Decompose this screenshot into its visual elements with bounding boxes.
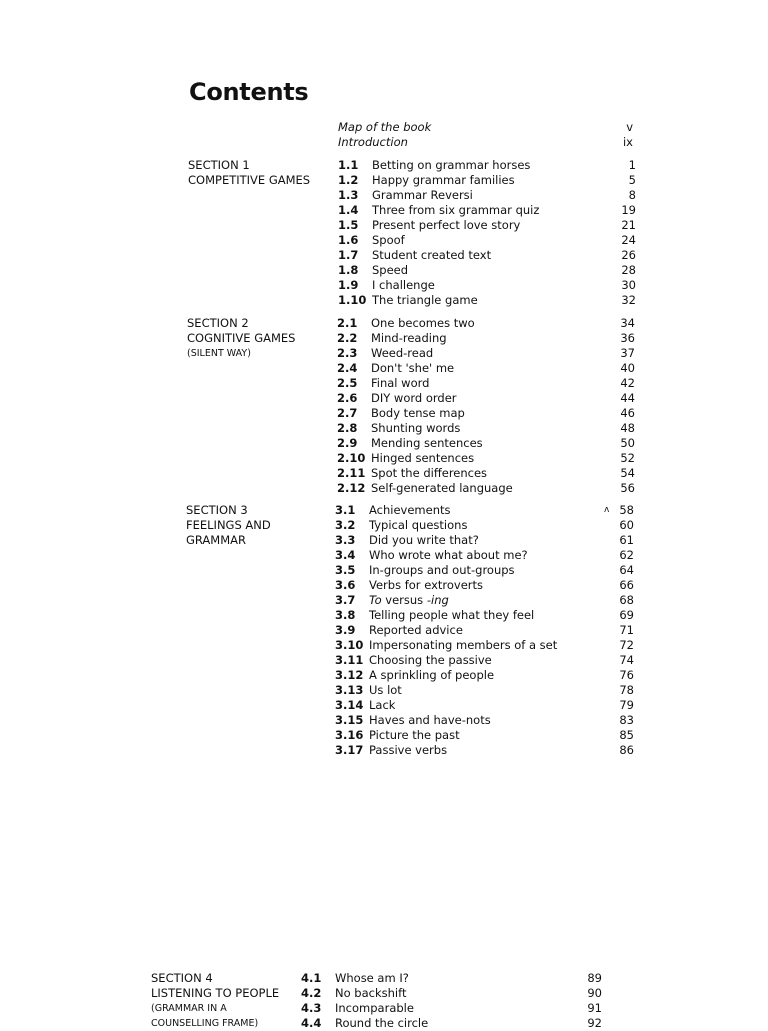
- list-item: [335, 743, 635, 758]
- item-page: 37: [620, 346, 635, 360]
- item-page: 42: [620, 376, 635, 390]
- section-label-line: COGNITIVE GAMES: [187, 331, 296, 345]
- item-page: 56: [620, 481, 635, 495]
- section-4-list: [301, 971, 611, 1031]
- item-page: 36: [620, 331, 635, 345]
- list-item: [335, 593, 635, 608]
- list-item: [335, 578, 635, 593]
- item-page: 92: [587, 1016, 602, 1030]
- item-title: Verbs for extroverts: [369, 578, 484, 592]
- item-page: 76: [619, 668, 634, 682]
- item-title: Did you write that?: [369, 533, 479, 547]
- list-item: [337, 451, 637, 466]
- item-number: 2.2: [337, 331, 358, 345]
- list-item: [301, 986, 611, 1001]
- stray-mark: ʌ: [604, 505, 610, 515]
- item-page: 46: [620, 406, 635, 420]
- item-number: 1.10: [338, 293, 367, 307]
- list-item: [335, 533, 635, 548]
- item-title: Self-generated language: [371, 481, 513, 495]
- item-page: 71: [619, 623, 634, 637]
- item-number: 2.5: [337, 376, 358, 390]
- item-page: 8: [628, 188, 636, 202]
- item-number: 2.4: [337, 361, 358, 375]
- item-page: 66: [619, 578, 634, 592]
- item-page: 5: [628, 173, 636, 187]
- item-title: Whose am I?: [335, 971, 409, 985]
- item-page: 74: [619, 653, 634, 667]
- item-title: Present perfect love story: [372, 218, 521, 232]
- item-title: Speed: [372, 263, 409, 277]
- list-item: [337, 466, 637, 481]
- item-number: 3.14: [335, 698, 364, 712]
- list-item: [338, 158, 638, 173]
- item-page: 28: [621, 263, 636, 277]
- item-title: One becomes two: [371, 316, 475, 330]
- item-number: 2.3: [337, 346, 358, 360]
- item-page: 79: [619, 698, 634, 712]
- item-page: 32: [621, 293, 636, 307]
- item-title: Typical questions: [369, 518, 468, 532]
- section-label-line: LISTENING TO PEOPLE: [151, 986, 280, 1000]
- item-title: I challenge: [372, 278, 435, 292]
- list-item: [337, 436, 637, 451]
- item-number: 3.11: [335, 653, 364, 667]
- list-item: [338, 278, 638, 293]
- item-title: Us lot: [369, 683, 402, 697]
- list-item: [338, 188, 638, 203]
- item-number: 3.2: [335, 518, 356, 532]
- item-page: 40: [620, 361, 635, 375]
- list-item: [335, 653, 635, 668]
- section-label: [187, 316, 295, 361]
- item-number: 3.4: [335, 548, 356, 562]
- item-number: 3.17: [335, 743, 364, 757]
- list-item: [337, 376, 637, 391]
- item-page: 19: [621, 203, 636, 217]
- page-title: Contents: [189, 78, 309, 106]
- item-number: 1.5: [338, 218, 359, 232]
- item-number: 1.2: [338, 173, 359, 187]
- item-page: 60: [619, 518, 634, 532]
- front-item-title: Introduction: [338, 135, 408, 149]
- item-page: 58: [619, 503, 634, 517]
- item-number: 1.1: [338, 158, 359, 172]
- item-title: Haves and have-nots: [369, 713, 491, 727]
- item-number: 3.13: [335, 683, 364, 697]
- section-2-list: [337, 316, 637, 496]
- item-title: Weed-read: [371, 346, 434, 360]
- item-number: 3.5: [335, 563, 356, 577]
- item-number: 1.3: [338, 188, 359, 202]
- item-title: No backshift: [335, 986, 407, 1000]
- item-title: Round the circle: [335, 1016, 429, 1030]
- item-page: 72: [619, 638, 634, 652]
- list-item: [335, 503, 635, 518]
- item-title: Achievements: [369, 503, 451, 517]
- item-number: 3.1: [335, 503, 356, 517]
- item-title-part: -ing: [426, 593, 449, 607]
- front-matter: [338, 120, 638, 150]
- item-number: 3.7: [335, 593, 356, 607]
- front-item-title: Map of the book: [338, 120, 432, 134]
- list-item: [335, 608, 635, 623]
- list-item: [335, 683, 635, 698]
- item-number: 3.12: [335, 668, 364, 682]
- item-title: Shunting words: [371, 421, 461, 435]
- list-item: [301, 1001, 611, 1016]
- list-item: [338, 263, 638, 278]
- list-item: [335, 518, 635, 533]
- section-label: [186, 503, 271, 548]
- item-page: 90: [587, 986, 602, 1000]
- list-item: [335, 548, 635, 563]
- list-item: [338, 293, 638, 308]
- section-1-list: [338, 158, 638, 308]
- section-label: [151, 971, 279, 1031]
- item-number: 3.16: [335, 728, 364, 742]
- item-title: Three from six grammar quiz: [372, 203, 540, 217]
- item-page: 44: [620, 391, 635, 405]
- item-page: 62: [619, 548, 634, 562]
- item-number: 1.8: [338, 263, 359, 277]
- section-label-line: COMPETITIVE GAMES: [188, 173, 311, 187]
- list-item: [335, 668, 635, 683]
- item-page: 64: [619, 563, 634, 577]
- item-page: 83: [619, 713, 634, 727]
- list-item: [337, 331, 637, 346]
- item-page: 34: [620, 316, 635, 330]
- section-sublabel-line: COUNSELLING FRAME): [151, 1018, 259, 1029]
- list-item: [335, 728, 635, 743]
- item-title: Choosing the passive: [369, 653, 492, 667]
- list-item: [335, 563, 635, 578]
- list-item: [338, 218, 638, 233]
- item-number: 3.9: [335, 623, 356, 637]
- list-item: [337, 481, 637, 496]
- section-label-line: SECTION 1: [188, 158, 250, 172]
- item-number: 4.2: [301, 986, 322, 1000]
- item-title: Student created text: [372, 248, 492, 262]
- item-title: Who wrote what about me?: [369, 548, 528, 562]
- item-page: 85: [619, 728, 634, 742]
- item-title: Lack: [369, 698, 396, 712]
- item-title: Final word: [371, 376, 430, 390]
- list-item: [337, 316, 637, 331]
- item-title: Impersonating members of a set: [369, 638, 558, 652]
- item-title: Hinged sentences: [371, 451, 475, 465]
- section-3-list: [335, 503, 635, 758]
- front-item: [338, 135, 638, 150]
- item-title-part: To: [369, 593, 382, 607]
- item-page: 68: [619, 593, 634, 607]
- item-title: Mind-reading: [371, 331, 447, 345]
- item-title: Picture the past: [369, 728, 460, 742]
- section-label-line: FEELINGS AND: [186, 518, 271, 532]
- item-number: 2.7: [337, 406, 358, 420]
- list-item: [335, 623, 635, 638]
- list-item: [335, 638, 635, 653]
- list-item: [337, 421, 637, 436]
- item-title: Spoof: [372, 233, 405, 247]
- list-item: [335, 698, 635, 713]
- item-title: A sprinkling of people: [369, 668, 495, 682]
- item-number: 2.11: [337, 466, 366, 480]
- list-item: [338, 248, 638, 263]
- item-title: Mending sentences: [371, 436, 483, 450]
- item-number: 1.7: [338, 248, 359, 262]
- item-number: 1.6: [338, 233, 359, 247]
- item-number: 3.3: [335, 533, 356, 547]
- item-title: Passive verbs: [369, 743, 448, 757]
- section-label-line: GRAMMAR: [186, 533, 247, 547]
- item-page: 89: [587, 971, 602, 985]
- item-title: Happy grammar families: [372, 173, 515, 187]
- section-label-line: SECTION 4: [151, 971, 213, 985]
- item-page: 26: [621, 248, 636, 262]
- item-page: 21: [621, 218, 636, 232]
- item-page: 78: [619, 683, 634, 697]
- item-page: 48: [620, 421, 635, 435]
- item-title: Betting on grammar horses: [372, 158, 531, 172]
- item-number: 2.8: [337, 421, 358, 435]
- list-item: [337, 391, 637, 406]
- list-item: [335, 713, 635, 728]
- item-page: 1: [628, 158, 636, 172]
- item-page: 50: [620, 436, 635, 450]
- item-title: Incomparable: [335, 1001, 414, 1015]
- item-number: 2.12: [337, 481, 366, 495]
- front-item-page: ix: [622, 135, 633, 149]
- item-page: 86: [619, 743, 634, 757]
- item-page: 54: [620, 466, 635, 480]
- item-number: 2.1: [337, 316, 358, 330]
- list-item: [338, 203, 638, 218]
- item-title: Body tense map: [371, 406, 465, 420]
- list-item: [338, 173, 638, 188]
- item-title: In-groups and out-groups: [369, 563, 515, 577]
- item-title: Grammar Reversi: [372, 188, 473, 202]
- item-title: DIY word order: [371, 391, 457, 405]
- item-number: 2.9: [337, 436, 358, 450]
- section-label-line: SECTION 3: [186, 503, 248, 517]
- section-label-line: SECTION 2: [187, 316, 249, 330]
- item-title: [369, 593, 449, 608]
- item-number: 1.4: [338, 203, 359, 217]
- item-page: 61: [619, 533, 634, 547]
- section-sublabel-line: (SILENT WAY): [187, 348, 251, 359]
- list-item: [338, 233, 638, 248]
- item-number: 3.15: [335, 713, 364, 727]
- item-number: 2.6: [337, 391, 358, 405]
- item-page: 24: [621, 233, 636, 247]
- front-item: [338, 120, 638, 135]
- item-title: Don't 'she' me: [371, 361, 455, 375]
- list-item: [337, 346, 637, 361]
- list-item: [337, 406, 637, 421]
- item-title: Telling people what they feel: [369, 608, 535, 622]
- item-number: 4.3: [301, 1001, 322, 1015]
- item-number: 3.6: [335, 578, 356, 592]
- item-title-part: versus: [381, 593, 427, 607]
- section-label: [188, 158, 310, 188]
- item-page: 30: [621, 278, 636, 292]
- item-number: 4.4: [301, 1016, 322, 1030]
- item-number: 3.10: [335, 638, 364, 652]
- item-number: 1.9: [338, 278, 359, 292]
- item-title: Reported advice: [369, 623, 463, 637]
- item-number: 2.10: [337, 451, 366, 465]
- item-number: 3.8: [335, 608, 356, 622]
- item-page: 52: [620, 451, 635, 465]
- item-page: 91: [587, 1001, 602, 1015]
- list-item: [301, 971, 611, 986]
- item-title: Spot the differences: [371, 466, 488, 480]
- list-item: [337, 361, 637, 376]
- item-title: The triangle game: [372, 293, 478, 307]
- section-sublabel-line: (GRAMMAR IN A: [151, 1003, 227, 1014]
- front-item-page: v: [626, 120, 633, 134]
- item-page: 69: [619, 608, 634, 622]
- item-number: 4.1: [301, 971, 322, 985]
